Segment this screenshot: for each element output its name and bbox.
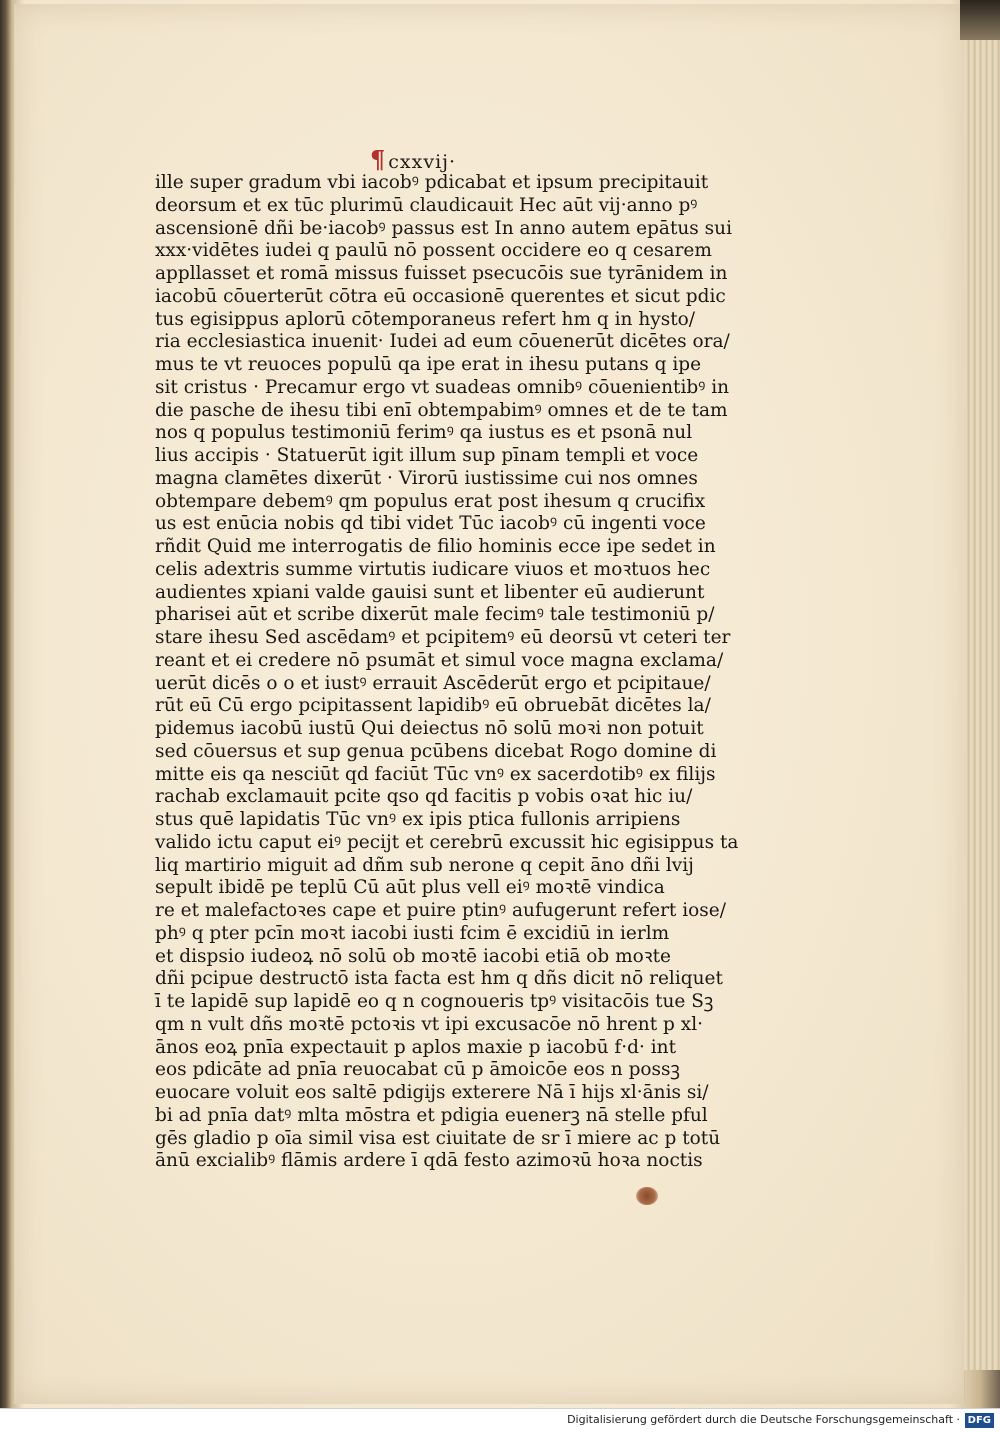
footer-bar xyxy=(0,1408,1000,1433)
text-line: liq martirio miguit ad dñm sub nerone q cepit āno dñi lvij xyxy=(155,854,694,876)
text-line: bi ad pnīa datꝰ mlta mōstra et pdigia euenerꝫ nā stelle pful xyxy=(155,1104,708,1126)
text-line: ānos eoꝝ pnīa expectauit p aplos maxie p iacobū f·d· int xyxy=(155,1036,677,1058)
footer-credit: Digitalisierung gefördert durch die Deutsche Forschungsgemeinschaft · xyxy=(567,1413,960,1426)
text-line: ria ecclesiastica inuenit· Iudei ad eum cōuenerūt dicētes ora/ xyxy=(155,331,730,353)
text-line: sepult ibidē pe teplū Cū aūt plus vell eiꝰ moꝛtē vindica xyxy=(155,877,665,899)
text-line: qm n vult dñs moꝛtē pctoꝛis vt ipi excusacōe nō hrent p xl· xyxy=(155,1013,703,1035)
text-line: audientes xpiani valde gauisi sunt et libenter eū audierunt xyxy=(155,581,705,603)
text-line: ī te lapidē sup lapidē eo q n cognoueris tpꝰ visitacōis tue Sꝫ xyxy=(155,991,714,1012)
text-line: magna clamētes dixerūt · Virorū iustissime cui nos omnes xyxy=(155,467,698,489)
text-line: mus te vt reuoces populū qa ipe erat in ihesu putans q ipe xyxy=(155,354,702,375)
text-line: ascensionē dñi be·iacobꝰ passus est In anno autem epātus sui xyxy=(155,217,733,239)
text-line: sit cristus · Precamur ergo vt suadeas omnibꝰ cōuenientibꝰ in xyxy=(155,376,730,398)
text-line: dñi pcipue destructō ista facta est hm q dñs dicit nō reliquet xyxy=(155,968,723,990)
text-line: rūt eū Cū ergo pcipitassent lapidibꝰ eū obruebāt dicētes la/ xyxy=(155,695,711,717)
text-line: us est enūcia nobis qd tibi videt Tūc iacobꝰ cū ingenti voce xyxy=(155,513,706,535)
folio-numeral: cxxvij· xyxy=(388,151,457,173)
text-block xyxy=(155,172,739,1173)
text-line: celis adextris summe virtutis iudicare viuos et moꝛtuos hec xyxy=(155,558,711,580)
text-line: stus quē lapidatis Tūc vnꝰ ex ipis ptica fullonis arripiens xyxy=(155,809,681,830)
paragraph-mark: ¶ xyxy=(370,145,387,174)
text-line: appllasset et romā missus fuisset psecucōis sue tyrānidem in xyxy=(155,263,728,284)
text-line: stare ihesu Sed ascēdamꝰ et pcipitemꝰ eū deorsū vt ceteri ter xyxy=(155,627,731,648)
text-line: iacobū cōuerterūt cōtra eū occasionē querentes et sicut pdic xyxy=(155,285,726,307)
text-line: ānū excialibꝰ flāmis ardere ī qdā festo azimoꝛū hoꝛa noctis xyxy=(155,1150,703,1172)
text-line: euocare voluit eos saltē pdigijs exterere Nā ī hijs xl·ānis si/ xyxy=(155,1082,709,1103)
scan-corner xyxy=(960,0,1000,40)
text-line: rachab exclamauit pcite qso qd facitis p vobis oꝛat hic iu/ xyxy=(155,786,693,808)
text-line: die pasche de ihesu tibi enī obtempabimꝰ omnes et de te tam xyxy=(155,399,728,421)
text-line: phꝰ q pter pcīn moꝛt iacobi iusti fcim ē excidiū in ierlm xyxy=(155,922,670,944)
text-line: sed cōuersus et sup genua pcūbens dicebat Rogo domine di xyxy=(155,740,717,762)
text-line: deorsum et ex tūc plurimū claudicauit Hec aūt vij·anno pꝰ xyxy=(155,194,698,216)
dfg-logo: DFG xyxy=(965,1413,994,1428)
text-line: re et malefactoꝛes cape et puire ptinꝰ aufugerunt refert iose/ xyxy=(155,900,726,921)
text-line: mitte eis qa nesciūt qd faciūt Tūc vnꝰ ex sacerdotibꝰ ex filijs xyxy=(155,763,716,785)
text-line: xxx·vidētes iudei q paulū nō possent occidere eo q cesarem xyxy=(155,240,712,262)
page-edges xyxy=(964,30,1000,1370)
text-line: rñdit Quid me interrogatis de filio hominis ecce ipe sedet in xyxy=(155,536,716,557)
text-line: ille super gradum vbi iacobꝰ pdicabat et ipsum precipitauit xyxy=(155,172,709,193)
paper-stain xyxy=(636,1187,658,1205)
text-line: lius accipis · Statuerūt igit illum sup pīnam templi et voce xyxy=(155,445,699,466)
text-line: eos pdicāte ad pnīa reuocabat cū p āmoicōe eos n possꝫ xyxy=(155,1059,680,1081)
text-line: pharisei aūt et scribe dixerūt male fecimꝰ tale testimoniū p/ xyxy=(155,604,715,626)
folio-number xyxy=(370,145,456,174)
text-line: pidemus iacobū iustū Qui deiectus nō solū moꝛi non potuit xyxy=(155,718,704,739)
text-line: nos q populus testimoniū ferimꝰ qa iustus es et psonā nul xyxy=(155,422,693,444)
text-line: uerūt dicēs o o et iustꝰ errauit Ascēderūt ergo et pcipitaue/ xyxy=(155,672,711,694)
text-line: obtempare debemꝰ qm populus erat post ihesum q crucifix xyxy=(155,490,706,512)
text-line: reant et ei credere nō psumāt et simul voce magna exclama/ xyxy=(155,649,724,671)
text-line: gēs gladio p oīa simil visa est ciuitate de sr ī miere ac p totū xyxy=(155,1127,721,1149)
text-line: valido ictu caput eiꝰ pecijt et cerebrū excussit hic egisippus ta xyxy=(155,831,739,853)
text-line: tus egisippus aplorū cōtemporaneus refert hm q in hysto/ xyxy=(155,308,695,330)
text-line: et dispsio iudeoꝝ nō solū ob moꝛtē iacobi etiā ob moꝛte xyxy=(155,945,671,967)
